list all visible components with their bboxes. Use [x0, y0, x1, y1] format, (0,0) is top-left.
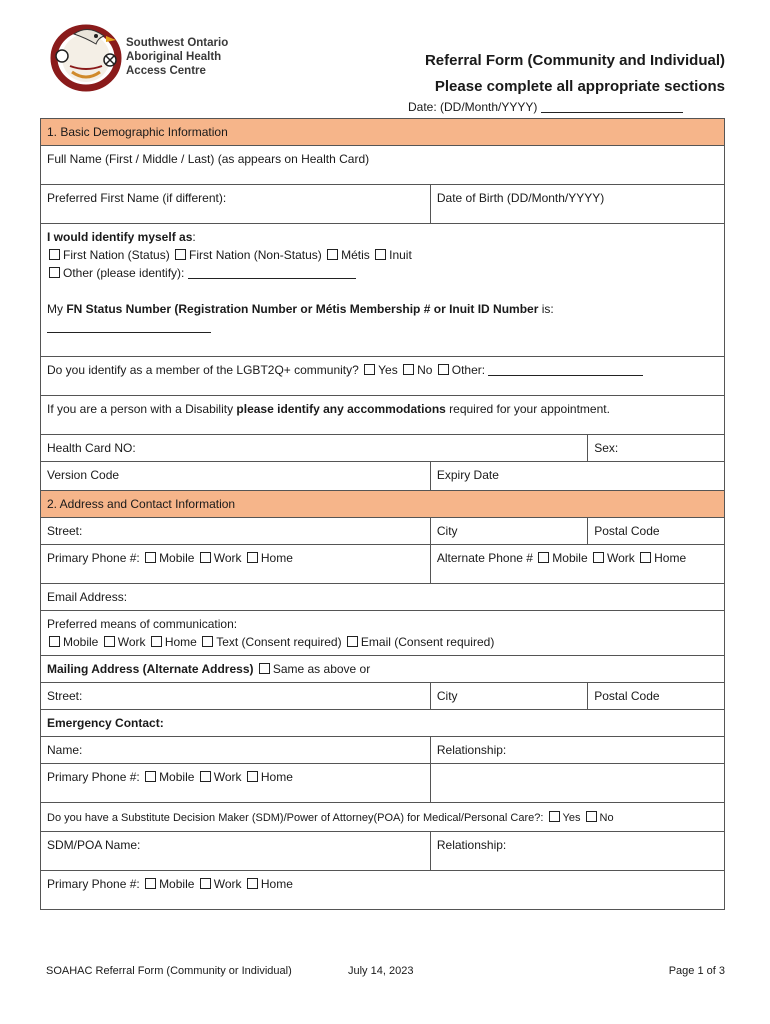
checkbox-alt-home[interactable]	[640, 552, 651, 563]
form-subtitle: Please complete all appropriate sections	[434, 78, 725, 95]
checkbox-comm-home[interactable]	[151, 636, 162, 647]
status-number-blank[interactable]	[47, 320, 211, 333]
sdm-name-field[interactable]: SDM/POA Name:	[41, 832, 431, 871]
full-name-field[interactable]: Full Name (First / Middle / Last) (as appears on Health Card)	[41, 146, 725, 185]
checkbox-primary-work[interactable]	[200, 552, 211, 563]
emergency-name-field[interactable]: Name:	[41, 737, 431, 764]
checkbox-comm-text[interactable]	[202, 636, 213, 647]
checkbox-alt-work[interactable]	[593, 552, 604, 563]
footer-date: July 14, 2023	[348, 965, 414, 977]
email-field[interactable]: Email Address:	[41, 584, 725, 611]
checkbox-fn-status[interactable]	[49, 249, 60, 260]
eagle-emblem-icon	[50, 22, 126, 92]
checkbox-same-as-above[interactable]	[259, 663, 270, 674]
mailing-city-field[interactable]: City	[430, 683, 587, 710]
preferred-name-field[interactable]: Preferred First Name (if different):	[41, 185, 431, 224]
checkbox-fn-nonstatus[interactable]	[175, 249, 186, 260]
street-field[interactable]: Street:	[41, 518, 431, 545]
primary-phone-field[interactable]: Primary Phone #: Mobile Work Home	[41, 545, 431, 584]
footer-page-number: Page 1 of 3	[668, 965, 725, 977]
lgbt-question: Do you identify as a member of the LGBT2Q+ community? Yes No Other:	[41, 357, 725, 396]
mailing-address-row: Mailing Address (Alternate Address) Same as above or	[41, 656, 725, 683]
checkbox-sdm-mobile[interactable]	[145, 878, 156, 889]
mailing-street-field[interactable]: Street:	[41, 683, 431, 710]
checkbox-emerg-work[interactable]	[200, 771, 211, 782]
checkbox-comm-work[interactable]	[104, 636, 115, 647]
section-1-header: 1. Basic Demographic Information	[41, 119, 725, 146]
other-identity-blank[interactable]	[188, 266, 356, 279]
disability-accommodations-field[interactable]: If you are a person with a Disability please identify any accommodations required for your appointment.	[41, 396, 725, 435]
lgbt-other-blank[interactable]	[488, 363, 643, 376]
preferred-communication: Preferred means of communication: Mobile Work Home Text (Consent required) Email (Consent required)	[41, 611, 725, 656]
checkbox-inuit[interactable]	[375, 249, 386, 260]
health-card-field[interactable]: Health Card NO:	[41, 435, 588, 462]
emergency-phone-blank[interactable]	[430, 764, 724, 803]
checkbox-other-identity[interactable]	[49, 267, 60, 278]
checkbox-lgbt-other[interactable]	[438, 364, 449, 375]
sdm-relationship-field[interactable]: Relationship:	[430, 832, 724, 871]
checkbox-sdm-home[interactable]	[247, 878, 258, 889]
section-2-header: 2. Address and Contact Information	[41, 491, 725, 518]
mailing-postal-code-field[interactable]: Postal Code	[588, 683, 725, 710]
checkbox-lgbt-yes[interactable]	[364, 364, 375, 375]
emergency-phone-field[interactable]: Primary Phone #: Mobile Work Home	[41, 764, 431, 803]
date-blank[interactable]	[541, 100, 683, 113]
checkbox-sdm-work[interactable]	[200, 878, 211, 889]
page-footer	[46, 965, 725, 977]
dob-field[interactable]: Date of Birth (DD/Month/YYYY)	[430, 185, 724, 224]
checkbox-primary-home[interactable]	[247, 552, 258, 563]
checkbox-lgbt-no[interactable]	[403, 364, 414, 375]
date-field[interactable]: Date: (DD/Month/YYYY)	[408, 100, 683, 114]
city-field[interactable]: City	[430, 518, 587, 545]
postal-code-field[interactable]: Postal Code	[588, 518, 725, 545]
sdm-phone-field[interactable]: Primary Phone #: Mobile Work Home	[41, 871, 725, 910]
form-title-block	[425, 48, 725, 100]
identity-section: I would identify myself as: First Nation (Status) First Nation (Non-Status) Métis Inuit Other (please identify): My FN Status Number (Registration Number or Métis Membership # or Inuit ID Number is:	[41, 224, 725, 357]
checkbox-primary-mobile[interactable]	[145, 552, 156, 563]
checkbox-sdm-yes[interactable]	[549, 811, 560, 822]
checkbox-comm-email[interactable]	[347, 636, 358, 647]
checkbox-sdm-no[interactable]	[586, 811, 597, 822]
checkbox-metis[interactable]	[327, 249, 338, 260]
checkbox-comm-mobile[interactable]	[49, 636, 60, 647]
footer-form-name: SOAHAC Referral Form (Community or Individual)	[46, 965, 292, 977]
emergency-relationship-field[interactable]: Relationship:	[430, 737, 724, 764]
org-name: Southwest Ontario Aboriginal Health Access Centre	[126, 37, 229, 77]
soahac-logo	[50, 22, 230, 92]
checkbox-alt-mobile[interactable]	[538, 552, 549, 563]
sex-field[interactable]: Sex:	[588, 435, 725, 462]
sdm-question: Do you have a Substitute Decision Maker (SDM)/Power of Attorney(POA) for Medical/Personal Care?: Yes No	[41, 803, 725, 832]
checkbox-emerg-mobile[interactable]	[145, 771, 156, 782]
expiry-date-field[interactable]: Expiry Date	[430, 462, 724, 491]
form-title: Referral Form (Community and Individual)	[424, 52, 725, 69]
version-code-field[interactable]: Version Code	[41, 462, 431, 491]
alternate-phone-field[interactable]: Alternate Phone # Mobile Work Home	[430, 545, 724, 584]
referral-form-table	[40, 118, 725, 910]
checkbox-emerg-home[interactable]	[247, 771, 258, 782]
emergency-contact-heading: Emergency Contact:	[41, 710, 725, 737]
